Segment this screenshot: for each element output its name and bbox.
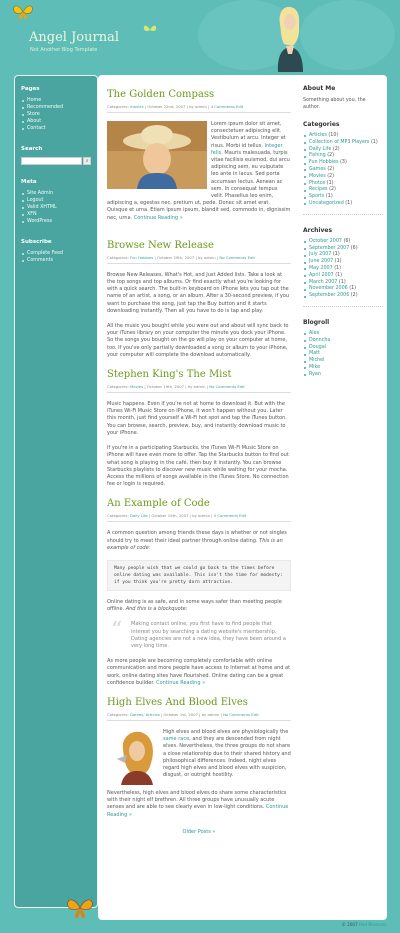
post-paragraph: Music happens. Even if you're not at home to download it. But with the iTunes Wi-Fi Music Store on iPhone, it won't happen without you. Later this month, just find yourself a Wi-Fi hot spot and tap the iTunes button. You can browse, search, preview, buy, and instantly download music to your iPhone. — [107, 401, 287, 436]
category-link[interactable]: movies — [129, 104, 144, 109]
category-link[interactable]: Fishing — [309, 153, 326, 159]
blogroll-link[interactable] — [303, 365, 383, 372]
search-box — [21, 157, 91, 165]
category-item — [303, 140, 383, 147]
paragraph-text: As more people are becoming completely comfortable with online communication and more people have access to Internet at home and at work, online dating sites have flourished. Online dating can be a great confidence builder. — [107, 658, 291, 686]
paragraph-text: , and they are descended from night elves. Nevertheless, the three groups do not share a close relationship due to their shared history and philosophical differences. Indeed, night elves regard high elves and blood elves with suspicion, disgust, or outright hostility. — [163, 736, 291, 779]
archive-link[interactable]: May 2007 — [309, 265, 333, 271]
meta-link[interactable]: Logout — [21, 197, 91, 204]
blogroll-link[interactable] — [303, 338, 383, 345]
category-item — [303, 194, 383, 201]
archive-count: (1) — [334, 265, 341, 271]
post-title[interactable]: The Golden Compass — [107, 89, 215, 100]
post-title[interactable]: Browse New Release — [107, 239, 214, 251]
about-text: Something about you, the author. — [303, 98, 366, 110]
category-link[interactable]: Games, Articles — [129, 711, 160, 717]
category-item — [303, 174, 383, 181]
blockquote — [107, 618, 291, 650]
quote-mark-icon: “ — [111, 618, 123, 644]
blogroll-name[interactable]: Mike — [309, 364, 321, 370]
comments-link[interactable]: 4 Comments Edit — [210, 104, 244, 109]
search-icon: ⌕ — [85, 158, 89, 164]
continue-reading-link[interactable]: Continue Reading » — [133, 214, 183, 221]
archive-count: (1) — [338, 279, 346, 285]
category-count: (1) — [326, 180, 334, 186]
category-link[interactable]: Fun Hobbies — [309, 160, 339, 166]
post-paragraph — [107, 790, 291, 819]
blogroll-name[interactable]: Ryan — [309, 371, 321, 377]
site-title[interactable]: Angel Journal — [29, 30, 119, 45]
post-title[interactable]: Stephen King's The Mist — [107, 369, 232, 381]
search-button[interactable] — [83, 157, 91, 165]
page-link[interactable]: Home — [21, 97, 91, 104]
category-link[interactable]: Recipes — [309, 187, 328, 193]
post-title[interactable]: An Example of Code — [107, 498, 210, 510]
meta-link[interactable]: Site Admin — [21, 190, 91, 197]
excerpt-text: Mauris malesuada, turpis vitae facilisis euismod, dui arcu adipiscing sem, eu vulputate leo ante in lacus. Sed porta accumsan lectus. Aenean ac sem. In consequat tempus velit. Phasellus leo enim, adipiscing a, egestas nec, pretium ut, pede. Donec sit amet erat. Quisque et urna. Etiam ipsum ipsum, blandit sed, commodo in, dignissim nec, urna. — [107, 149, 291, 221]
archive-count: (6) — [343, 238, 351, 244]
blogroll-link[interactable] — [303, 358, 383, 365]
archive-count: (1) — [335, 272, 343, 278]
category-item — [303, 167, 383, 174]
meta-prefix: Categories: — [107, 384, 129, 390]
category-link[interactable]: Games — [309, 166, 326, 172]
blogroll-link[interactable] — [303, 331, 383, 338]
meta-date: | October 22nd, 2007 | by admin | — [144, 104, 210, 109]
meta-list — [21, 190, 91, 225]
archive-link[interactable]: March 2007 — [309, 279, 338, 285]
category-link[interactable]: Movies — [309, 173, 326, 179]
category-item — [303, 201, 383, 208]
category-link[interactable]: Uncategorized — [309, 200, 344, 206]
archive-item — [303, 266, 383, 273]
post-paragraph: Browse New Releases, What's Hot, and Just Added lists. Take a look at the top songs and top albums. Or find exactly what you're looking for with a quick search. The built-in keyboard on iPhone lets you tap out the name of an artist, a song, or an album. After a 30-second preview, if you want to purchase the song, just tap the Buy button and it starts downloading instantly. Then all you have to do is tap and play. — [107, 271, 290, 314]
comments-link[interactable]: No Comments Edit — [209, 384, 245, 390]
excerpt-text: Lorem ipsum dolor sit amet, consectetuer adipiscing elit. Vestibulum at arcu. Integer et risus. Morbi id tellus. — [211, 121, 286, 149]
category-count: (1) — [370, 139, 378, 145]
paragraph-text: High elves and blood elves are physiologically the — [163, 728, 289, 735]
pages-list — [21, 97, 91, 132]
page-link[interactable]: Store — [21, 111, 91, 118]
elf-character-image — [115, 729, 159, 787]
post — [107, 89, 291, 230]
search-heading: Search — [21, 146, 43, 152]
category-count: (1) — [345, 200, 353, 206]
blogroll-list — [303, 331, 383, 385]
pages-heading: Pages — [21, 86, 40, 92]
left-sidebar — [14, 75, 98, 908]
butterfly-icon — [66, 896, 94, 922]
archive-item — [303, 239, 383, 246]
continue-reading-link[interactable]: Continue Reading » — [107, 804, 289, 818]
comments-link[interactable]: No Comments Edit — [219, 254, 255, 260]
right-sidebar — [303, 85, 383, 397]
category-link[interactable]: Collection of MP3 Players — [309, 139, 370, 145]
post-meta — [107, 513, 291, 522]
post-paragraph — [107, 658, 291, 687]
archive-link[interactable]: July 2007 — [309, 252, 332, 258]
meta-prefix: Categories: — [107, 513, 129, 519]
archive-count: (2) — [350, 293, 358, 299]
category-count: (2) — [327, 153, 335, 159]
post-paragraph: All the music you bought while you were out and about will sync back to your iTunes library on your computer the minute you dock your iPhone. So the songs you bought on the go will play on your computer at home, too. If you've only partially downloaded a song or album to your iPhone, your computer will complete the download automatically. — [107, 323, 289, 358]
categories-heading: Categories — [303, 121, 340, 128]
category-link[interactable]: Photos — [309, 180, 326, 186]
page-link[interactable]: About — [21, 118, 91, 125]
archive-item — [303, 259, 383, 266]
meta-link[interactable]: WordPress — [21, 218, 91, 225]
blogroll-name[interactable]: Dougal — [309, 344, 326, 350]
archive-link[interactable]: October 2007 — [309, 238, 342, 244]
inline-link[interactable]: Integer felis. — [211, 142, 283, 156]
subscribe-list — [21, 250, 91, 264]
blogroll-name[interactable]: Alex — [309, 330, 320, 336]
post-meta — [107, 255, 291, 264]
meta-prefix: Categories: — [107, 254, 129, 260]
post-list — [107, 89, 291, 835]
blogroll-name[interactable]: Matt — [309, 351, 320, 357]
paragraph-text: Nevertheless, high elves and blood elves do share some characteristics with their night elf brethren. All three groups have unusually acute senses and are able to see clearly even in low-light conditions. — [107, 789, 287, 811]
category-count: (1) — [325, 194, 333, 200]
category-link[interactable]: Sports — [309, 194, 325, 200]
archive-count: (1) — [334, 259, 342, 265]
category-count: (2) — [332, 146, 340, 152]
paragraph-text: Online dating is as safe, and in some ways safer than meeting people offline. — [107, 598, 282, 613]
meta-prefix: Categories: — [107, 104, 129, 109]
archives-heading: Archives — [303, 226, 333, 234]
category-count: (10) — [328, 133, 339, 138]
older-posts-link[interactable]: Older Posts » — [182, 828, 216, 835]
category-count: (3) — [340, 160, 347, 166]
post-meta — [107, 104, 291, 113]
category-link[interactable]: Articles — [309, 133, 327, 138]
post — [107, 697, 291, 819]
post — [107, 240, 291, 359]
blogroll-name[interactable]: Donncha — [309, 337, 331, 343]
paragraph-emphasis: And this is a blockquote: — [125, 606, 188, 613]
meta-date: | October 19th, 2007 | by admin | — [148, 513, 213, 519]
archive-count: (1) — [349, 286, 357, 292]
feed-link[interactable]: Complete Feed — [21, 250, 91, 257]
category-link[interactable]: Movies — [129, 384, 144, 390]
footer — [342, 922, 386, 927]
angel-woman-illustration — [272, 4, 306, 72]
archive-link[interactable]: April 2007 — [309, 272, 334, 278]
archive-item — [303, 273, 383, 280]
meta-date: | October 19th, 2007 | by admin | — [144, 384, 209, 390]
category-link[interactable]: Daily Life — [129, 513, 148, 519]
category-count: (2) — [327, 166, 335, 172]
about-heading: About Me — [303, 85, 336, 92]
archive-count: (1) — [332, 252, 340, 258]
post-meta — [107, 712, 291, 721]
category-link[interactable]: Daily Life — [309, 146, 332, 152]
post — [107, 498, 291, 687]
continue-reading-link[interactable]: Continue Reading » — [156, 679, 206, 686]
meta-date: | October 1st, 2007 | by admin | — [161, 711, 222, 717]
post-paragraph — [107, 599, 291, 613]
category-item — [303, 160, 383, 167]
search-input[interactable] — [21, 157, 82, 165]
post-paragraph — [107, 530, 291, 552]
footer-copyright: © 2007 — [341, 922, 358, 927]
intro-text: A common question among friends these days is whether or not singles should try to meet their ideal partner through online dating. — [107, 530, 287, 544]
blogroll-link[interactable] — [303, 372, 383, 379]
main-panel — [98, 75, 387, 920]
post-meta — [107, 384, 291, 393]
site-description: Not Another Blog Template — [30, 47, 98, 53]
post — [107, 369, 291, 488]
archive-link[interactable]: June 2007 — [309, 259, 334, 265]
meta-link[interactable]: XFN — [21, 211, 91, 218]
meta-date: | October 29th, 2007 | by admin | — [154, 254, 219, 260]
post-title[interactable]: High Elves And Blood Elves — [107, 696, 248, 708]
header — [0, 0, 400, 70]
post-paragraph: If you're in a participating Starbucks, the iTunes Wi-Fi Music Store on iPhone will have even more to offer. Tap the Starbucks button to find out what song is playing in the café, then buy it instantly. You can browse Starbucks playlists to discover new music while waiting for your mocha. Access the millions of songs available in the iTunes Store. No connection fee or login is required. — [107, 445, 289, 488]
footer-link[interactable]: Red Blossom — [359, 922, 386, 927]
categories-list — [303, 133, 383, 215]
subscribe-heading: Subscribe — [21, 239, 52, 245]
archive-count: (6) — [350, 245, 358, 251]
category-count: (2) — [327, 173, 335, 179]
archive-item — [303, 293, 383, 300]
category-item — [303, 133, 383, 140]
meta-prefix: Categories: — [107, 711, 129, 717]
category-link[interactable]: Fun Hobbies — [129, 254, 154, 260]
category-count: (2) — [329, 187, 336, 193]
archive-link[interactable]: November 2006 — [309, 286, 348, 292]
page-link[interactable]: Contact — [21, 125, 91, 132]
meta-link[interactable]: Valid XHTML — [21, 204, 91, 211]
archive-link[interactable]: September 2007 — [309, 245, 350, 251]
inline-link[interactable]: same race — [163, 736, 190, 743]
archives-list — [303, 239, 383, 307]
comments-link[interactable]: 5 Comments Edit — [213, 513, 247, 519]
boy-with-hat-photo — [107, 121, 207, 191]
butterfly-icon — [143, 24, 157, 38]
blogroll-name[interactable]: Michel — [309, 358, 325, 364]
code-block: Many people wish that we could go back to the times before online dating was available. This isn't the time for modesty: if you think you're pretty darn attractive. — [107, 560, 291, 591]
butterfly-icon — [12, 3, 34, 23]
feed-link[interactable]: Comments — [21, 257, 91, 264]
meta-heading: Meta — [21, 179, 37, 185]
page-link[interactable]: Recommended — [21, 104, 91, 111]
blogroll-heading: Blogroll — [303, 318, 330, 326]
archive-link[interactable]: September 2006 — [309, 293, 350, 299]
intro-emphasis: This is an example of code: — [107, 537, 283, 551]
comments-link[interactable]: No Comments Edit — [223, 711, 259, 717]
quote-text: Making contact online, you first have to find people that interest you by searching a dating website's membership. Dating agencies are not a new idea, they have been around a very long time. — [131, 621, 286, 649]
